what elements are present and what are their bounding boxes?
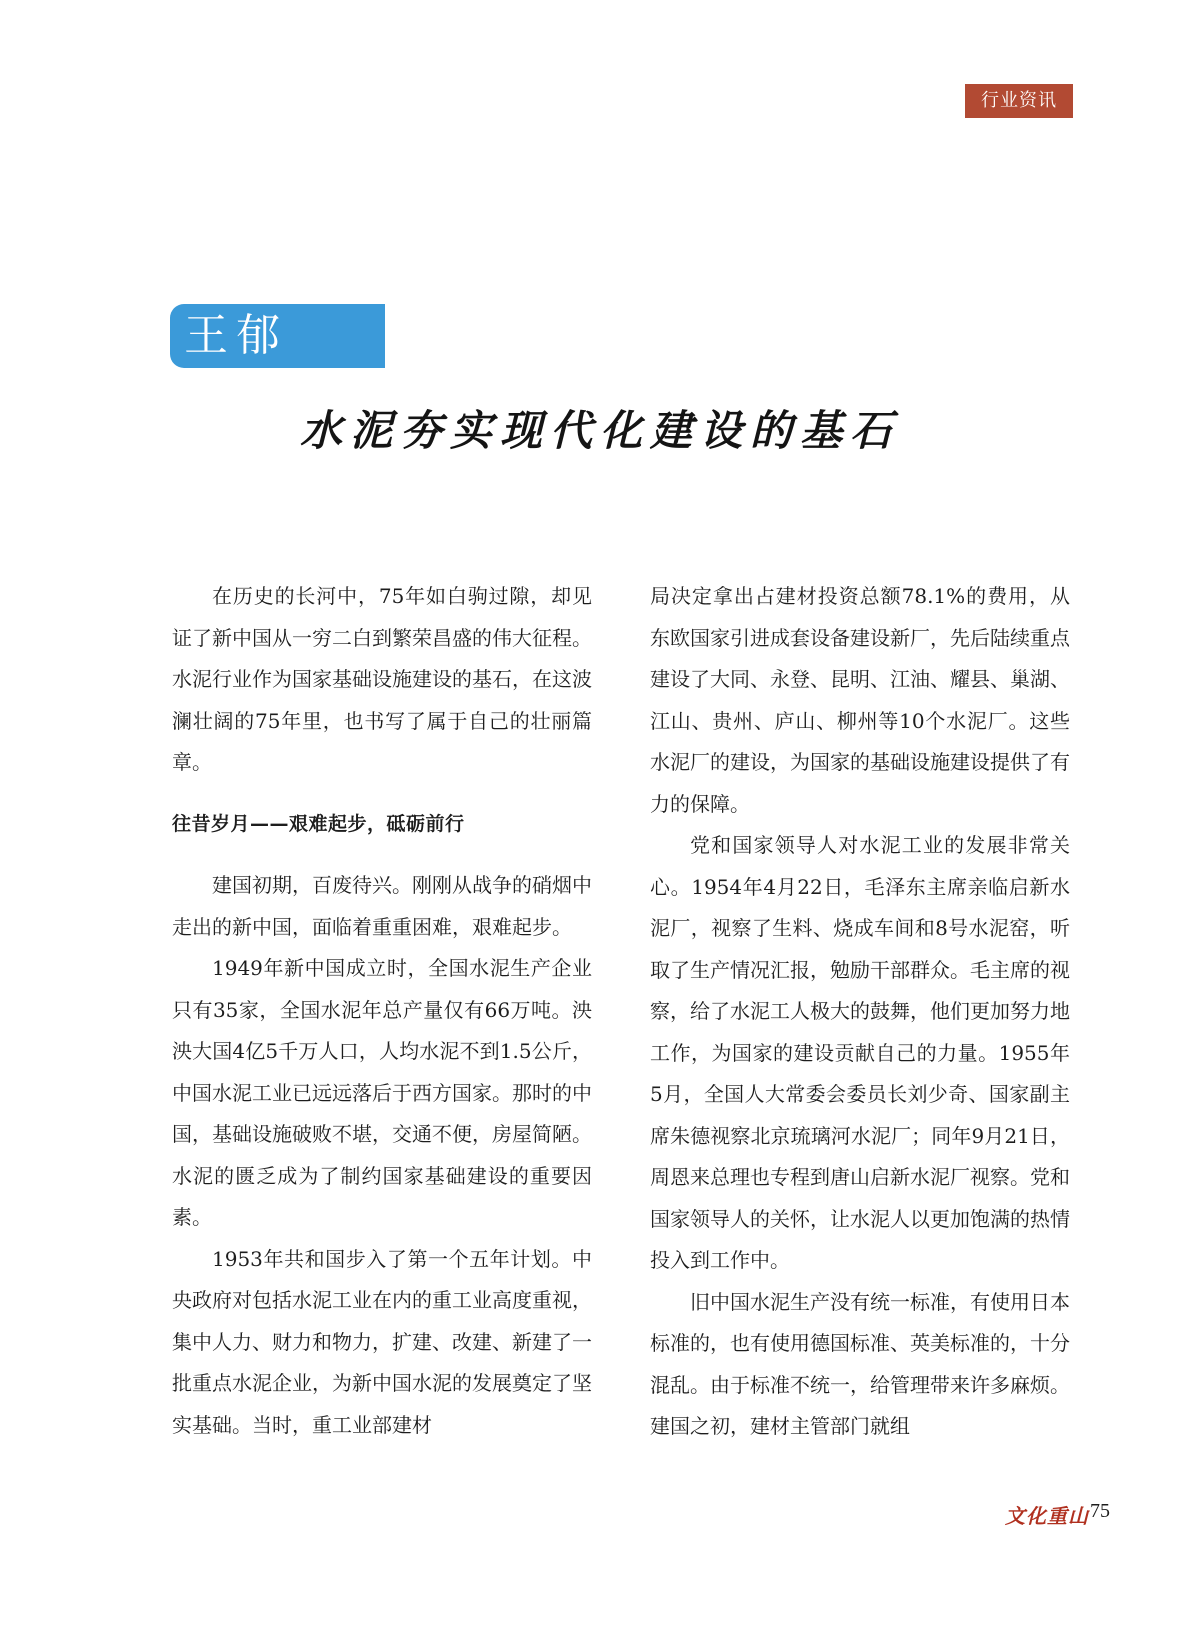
section-heading: 往昔岁月——艰难起步，砥砺前行 [172,812,465,835]
paragraph: 旧中国水泥生产没有统一标准，有使用日本标准的，也有使用德国标准、英美标准的，十分混乱。由于标准不统一，给管理带来许多麻烦。建国之初，建材主管部门就组 [650,1289,1070,1438]
name-banner: 王郁涛： [170,304,385,368]
right-column [650,576,1070,1448]
page-number: 75 [1090,1500,1110,1522]
section-tag: 行业资讯 [965,84,1073,118]
paragraph: 局决定拿出占建材投资总额78.1%的费用，从东欧国家引进成套设备建设新厂，先后陆续重点建设了大同、永登、昆明、江油、耀县、巢湖、江山、贵州、庐山、柳州等10个水泥厂。这些水泥厂的建设，为国家的基础设施建设提供了有力的保障。 [650,584,1070,816]
paragraph: 建国初期，百废待兴。刚刚从战争的硝烟中走出的新中国，面临着重重困难，艰难起步。 [172,873,592,939]
paragraph: 党和国家领导人对水泥工业的发展非常关心。1954年4月22日，毛泽东主席亲临启新水泥厂，视察了生料、烧成车间和8号水泥窑，听取了生产情况汇报，勉励干部群众。毛主席的视察，给了水泥工人极大的鼓舞，他们更加努力地工作，为国家的建设贡献自己的力量。1955年5月，全国人大常委会委员长刘少奇、国家副主席朱德视察北京琉璃河水泥厂；同年9月21日，周恩来总理也专程到唐山启新水泥厂视察。党和国家领导人的关怀，让水泥人以更加饱满的热情投入到工作中。 [650,833,1070,1272]
article-title: 水泥夯实现代化建设的基石 [299,406,900,455]
paragraph: 1949年新中国成立时，全国水泥生产企业只有35家，全国水泥年总产量仅有66万吨。泱泱大国4亿5千万人口，人均水泥不到1.5公斤，中国水泥工业已远远落后于西方国家。那时的中国，基础设施破败不堪，交通不便，房屋简陋。水泥的匮乏成为了制约国家基础建设的重要因素。 [172,956,592,1229]
magazine-logo: 文化重山 [1005,1504,1089,1528]
paragraph: 在历史的长河中，75年如白驹过隙，却见证了新中国从一穷二白到繁荣昌盛的伟大征程。水泥行业作为国家基础设施建设的基石，在这波澜壮阔的75年里，也书写了属于自己的壮丽篇章。 [172,584,592,774]
paragraph: 1953年共和国步入了第一个五年计划。中央政府对包括水泥工业在内的重工业高度重视，集中人力、财力和物力，扩建、改建、新建了一批重点水泥企业，为新中国水泥的发展奠定了坚实基础。当时，重工业部建材 [172,1246,592,1437]
left-column [172,576,592,1446]
